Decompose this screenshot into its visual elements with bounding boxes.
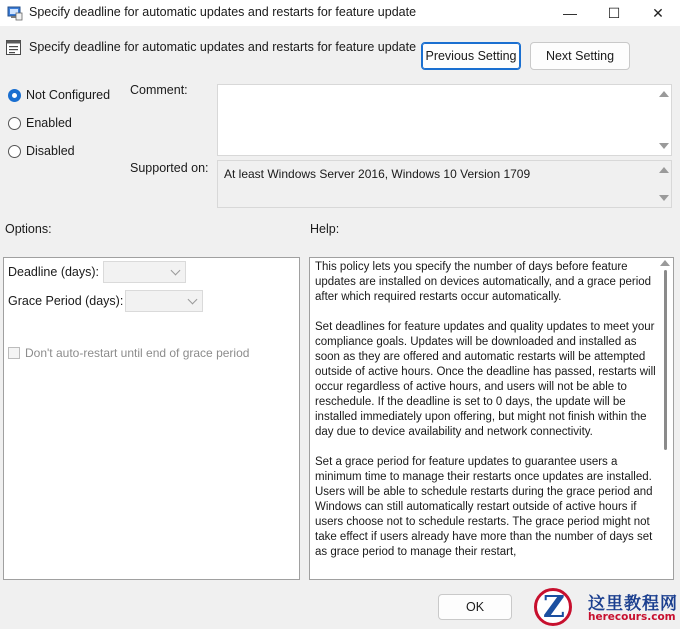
help-paragraph: This policy lets you specify the number of days before feature updates are installed on devices automatically, and a grace period after which required restarts occur automatically. [315, 261, 652, 303]
deadline-combobox[interactable] [103, 261, 186, 283]
watermark-site-name: 这里教程网 [588, 594, 678, 614]
grace-period-combobox[interactable] [125, 290, 203, 312]
help-paragraph: Set deadlines for feature updates and quality updates to meet your compliance goals. Updates will be downloaded and installed as soon as they are offered and automatic restarts will be attempted outside of active hours. Once the deadline has passed, restarts will occur regardless of active hours, and users will not be able to reschedule. If the deadline is set to 0 days, the update will be installed immediately upon offering, but might not finish within the day due to device availability and network connectivity. [315, 321, 656, 438]
supported-on-field [217, 160, 672, 208]
title-bar [0, 0, 680, 26]
help-panel[interactable] [309, 257, 674, 580]
options-label: Options: [5, 222, 52, 236]
radio-not-configured-indicator[interactable] [8, 89, 21, 102]
radio-disabled-indicator[interactable] [8, 145, 21, 158]
radio-enabled[interactable] [8, 115, 72, 131]
comment-input[interactable] [217, 84, 672, 156]
supported-scrollbar[interactable] [657, 161, 671, 207]
radio-not-configured-label: Not Configured [26, 88, 111, 102]
scroll-thumb[interactable] [664, 270, 667, 450]
scroll-down-icon[interactable] [659, 143, 669, 149]
chevron-down-icon[interactable] [171, 266, 181, 276]
help-scrollbar[interactable] [657, 258, 673, 579]
ok-button[interactable]: OK [438, 594, 512, 620]
site-watermark [530, 586, 680, 629]
auto-restart-option[interactable] [8, 346, 249, 360]
policy-app-icon [7, 5, 23, 21]
grace-period-label: Grace Period (days): [8, 294, 124, 308]
watermark-logo-icon [534, 588, 572, 626]
supported-on-value: At least Windows Server 2016, Windows 10 Version 1709 [224, 167, 531, 181]
chevron-down-icon[interactable] [188, 295, 198, 305]
supported-on-label: Supported on: [130, 161, 209, 175]
radio-disabled[interactable] [8, 143, 75, 159]
auto-restart-label: Don't auto-restart until end of grace period [25, 346, 250, 360]
watermark-url: herecours.com [588, 611, 676, 623]
radio-enabled-indicator[interactable] [8, 117, 21, 130]
policy-title: Specify deadline for automatic updates and restarts for feature update [29, 40, 417, 54]
auto-restart-checkbox[interactable] [8, 347, 20, 359]
radio-disabled-label: Disabled [26, 144, 75, 158]
help-text [315, 260, 657, 575]
window-title: Specify deadline for automatic updates and restarts for feature update [29, 5, 417, 19]
radio-enabled-label: Enabled [26, 116, 72, 130]
scroll-up-icon[interactable] [659, 91, 669, 97]
previous-setting-button[interactable]: Previous Setting [421, 42, 521, 70]
scroll-down-icon[interactable] [659, 195, 669, 201]
policy-setting-icon [6, 40, 21, 55]
next-setting-button[interactable]: Next Setting [530, 42, 630, 70]
help-paragraph: Set a grace period for feature updates to guarantee users a minimum time to manage their restarts once updates are installed. Users will be able to schedule restarts during the grace period and Windows can still automatically restart outside of active hours if users choose not to schedule restarts. The grace period might not take effect if users already have more than the number of days set as grace period to manage their restart, [315, 456, 653, 558]
help-label: Help: [310, 222, 340, 236]
scroll-up-icon[interactable] [659, 167, 669, 173]
radio-not-configured[interactable] [8, 87, 110, 103]
comment-label: Comment: [130, 83, 188, 97]
scroll-up-icon[interactable] [660, 260, 670, 266]
comment-scrollbar[interactable] [657, 85, 671, 155]
options-panel [3, 257, 300, 580]
close-button[interactable]: ✕ [652, 5, 664, 21]
maximize-button[interactable]: ☐ [607, 5, 621, 21]
minimize-button[interactable]: — [563, 5, 577, 21]
deadline-label: Deadline (days): [8, 265, 100, 279]
